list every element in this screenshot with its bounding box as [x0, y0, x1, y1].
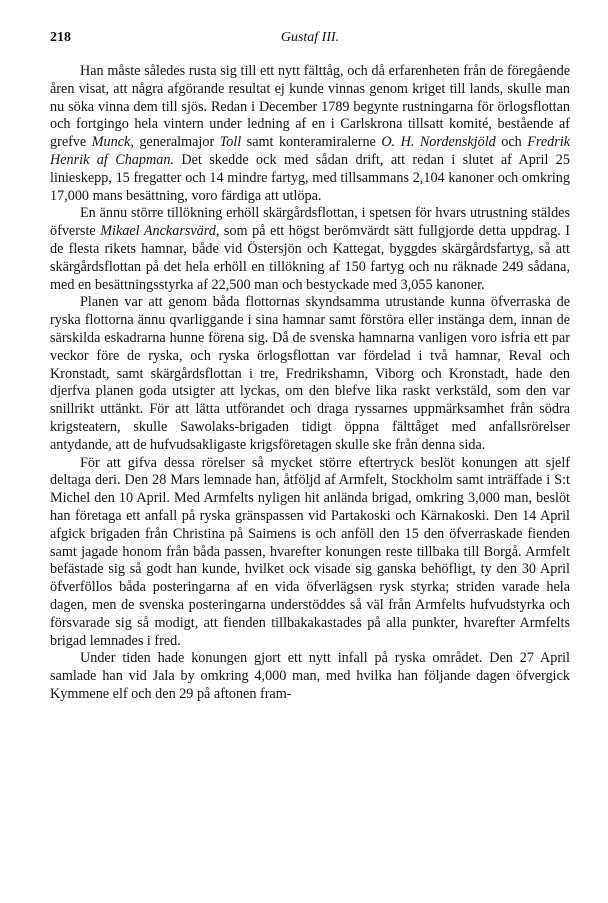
paragraph — [50, 455, 570, 651]
running-title: Gustaf III. — [280, 30, 340, 45]
text-run: Han måste således rusta sig till ett nytt fälttåg, och då erfarenheten från de föregående åren visat, att några afgörande resultat ej kunde vinnas genom kriget till lands, skulle man nu söka vinna dem till sjös. Redan i December 1789 begynte rustningarna för örlogsflottan och fortgingo hela vintern under ledning af en i Carlskrona tillsatt komité, bestående af grefve — [50, 63, 570, 151]
text-run: , generalmajor — [130, 134, 220, 151]
body-text — [50, 63, 570, 704]
text-run: , som på ett högst berömvärdt sätt fullgjorde detta uppdrag. I de flesta rikets hamnar, både vid Östersjön och Kattegat, byggdes skärgårdsfartyg, så att skärgårdsflottan på det hela erhöll en tillökning af 150 fartyg och nu räknade 249 sådana, med en besättningsstyrka af 22,500 man och bestyckade med 3,055 kanoner. — [50, 223, 570, 293]
text-run: Det skedde ock med sådan drift, att redan i slutet af April 25 linieskepp, 15 fregatter och 14 mindre fartyg, med tillsammans 2,104 kanoner och omkring 17,000 mans besättning, voro färdiga att utlöpa. — [50, 151, 570, 204]
text-run: En ännu större tillökning erhöll skärgårdsflottan, i spetsen för hvars utrustning stäldes öfverste — [50, 205, 570, 240]
text-run: Planen var att genom båda flottornas skyndsamma utrustande kunna öfverraska de ryska flottorna ännu qvarliggande i sina hamnar samt förstöra eller instänga dem, innan de särskilda eskadrarna hunne förena sig. Då de svenska hamnarna vanligen voro isfria ett par veckor före de ryska, och ryska örlogsflottan var fördelad i två hamnar, Reval och Kronstadt, samt skärgårdsflottan i tre, Fredrikshamn, Viborg och Kronstadt, hade den djerfva planen goda utsigter att lyckas, om den blefve lika raskt verkstäld, som den var snillrikt uttänkt. För att lätta utförandet och draga ryssarnes uppmärksamhet från södra krigsteatern, skulle Sawolaks-brigaden tidigt öppna fälttåget med anfallsrörelser antydande, att de hufvudsakligaste krigsföretagen skulle ske från denna sida. — [50, 294, 570, 453]
italic-name: Fredrik Henrik af Chapman. — [50, 134, 570, 168]
italic-name: Toll — [219, 134, 242, 151]
paragraph — [50, 205, 570, 294]
page-number: 218 — [50, 30, 71, 45]
text-run: För att gifva dessa rörelser så mycket större eftertryck beslöt konungen att sjelf deltaga deri. Den 28 Mars lemnade han, åtföljd af Armfelt, Stockholm samt inträffade i S:t Michel den 10 April. Med Armfelts nyligen hit anlända brigad, omkring 3,000 man, beslöt han företaga ett anfall på ryska gränspassen vid Partakoski och Kärnakoski. Den 14 April afgick brigaden från Christina på Saimens is och anföll den 15 den öfverraskade fienden samt jagade honom från båda passen, hvarefter konungen reste tillbaka till Borgå. Armfelt befästade sig så godt han kunde, hvilket ock visade sig ganska behöfligt, ty den 30 April öfverföllos båda posteringarna af en vida öfverlägsen rysk styrka; striden varade hela dagen, men de svenska posteringarna understöddes så väl från Armfelts hufvudstyrka och försvarade sig så modigt, att fienden tillbakakastades på alla punkter, hvarefter Armfelts brigad lemnades i fred. — [50, 454, 570, 649]
running-head — [50, 30, 570, 50]
paragraph — [50, 63, 570, 205]
italic-name: Mikael Anckarsvärd — [100, 223, 216, 240]
text-run: samt konteramiralerne — [241, 134, 382, 151]
italic-name: Munck — [91, 134, 131, 151]
italic-name: O. H. Nordenskjöld — [381, 134, 496, 151]
text-run: och — [495, 134, 528, 151]
paragraph — [50, 294, 570, 454]
text-run: Under tiden hade konungen gjort ett nytt infall på ryska området. Den 27 April samlade han vid Jala by omkring 4,000 man, med hvilka han följande dagen öfvergick Kymmene elf och den 29 på aftonen fram- — [50, 650, 570, 702]
paragraph — [50, 650, 570, 703]
